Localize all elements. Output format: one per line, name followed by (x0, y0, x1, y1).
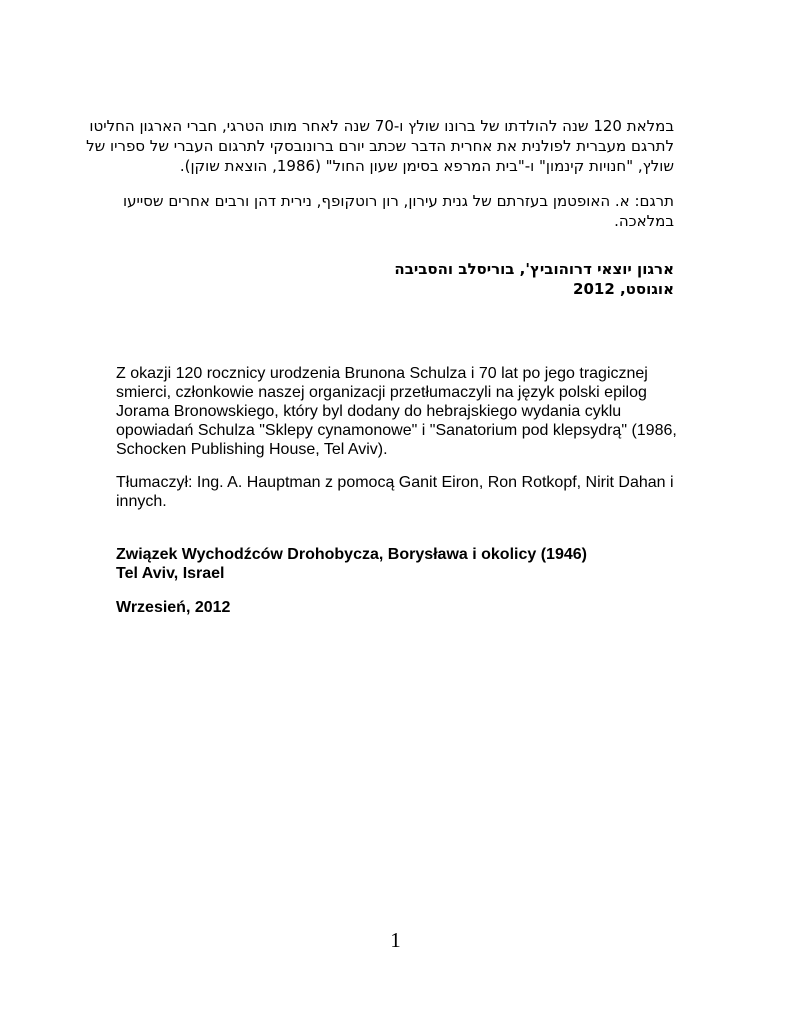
polish-intro-line: Jorama Bronowskiego, który byl dodany do hebrajskiego wydania cyklu (116, 403, 622, 420)
hebrew-translation-line: תרגם: א. האופטמן בעזרתם של גנית עירון, רון רוטקופף, נירית דהן ורבים אחרים שסייעו (123, 192, 674, 210)
hebrew-intro-paragraph (86, 116, 674, 176)
hebrew-translation-line: במלאכה. (614, 212, 674, 230)
polish-translation-line: innych. (116, 493, 167, 510)
polish-date: Wrzesień, 2012 (116, 599, 231, 616)
polish-translation-credit (116, 473, 676, 511)
page-number: 1 (390, 928, 401, 952)
hebrew-intro-line: שולץ, "חנויות קינמון" ו-"בית המרפא בסימן שעון החול" (1986, הוצאת שוקן). (179, 157, 674, 175)
polish-location: Tel Aviv, Israel (116, 565, 225, 582)
polish-intro-line: opowiadań Schulza "Sklepy cynamonowe" i "Sanatorium pod klepsydrą" (1986, (116, 422, 677, 439)
hebrew-date: אוגוסט, 2012 (573, 280, 674, 298)
polish-intro-line: Z okazji 120 rocznicy urodzenia Brunona Schulza i 70 lat po jego tragicznej (116, 365, 648, 382)
polish-intro-line: Schocken Publishing House, Tel Aviv). (116, 441, 388, 458)
hebrew-organization-name: ארגון יוצאי דרוהוביץ', בוריסלב והסביבה (394, 260, 674, 278)
hebrew-translation-credit (116, 191, 674, 231)
polish-signature (116, 545, 676, 583)
polish-organization-name: Związek Wychodźców Drohobycza, Borysława i okolicy (1946) (116, 546, 587, 563)
hebrew-intro-line: במלאת 120 שנה להולדתו של ברונו שולץ ו-70 שנה לאחר מותו הטרגי, חברי הארגון החליטו (89, 117, 674, 135)
polish-translation-line: Tłumaczył: Ing. A. Hauptman z pomocą Ganit Eiron, Ron Rotkopf, Nirit Dahan i (116, 474, 674, 491)
polish-intro-line: smierci, członkowie naszej organizacji przetłumaczyli na język polski epilog (116, 384, 647, 401)
hebrew-signature (116, 259, 674, 299)
polish-intro-paragraph (116, 364, 676, 459)
hebrew-intro-line: לתרגם מעברית לפולנית את אחרית הדבר שכתב יורם ברונובסקי לתרגום העברי של ספריו של (86, 137, 674, 155)
